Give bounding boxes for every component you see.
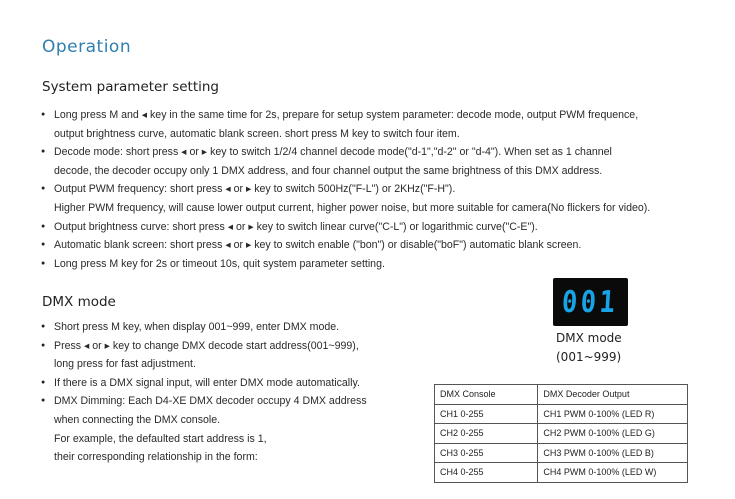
list-item-text: their corresponding relationship in the form: [54, 451, 258, 464]
list-item [40, 255, 680, 274]
table-cell: CH1 PWM 0-100% (LED R) [538, 404, 688, 424]
list-item [40, 106, 680, 143]
dmx-channel-table [434, 384, 688, 483]
table-row [435, 404, 688, 424]
display-caption [556, 329, 676, 367]
list-item-text: decode, the decoder occupy only 1 DMX address, and four channel output the same brightness of this DMX address. [54, 164, 603, 177]
list-item-text: ● Output PWM frequency: short press ◂ or ▸ key to switch 500Hz("F-L") or 2KHz("F-H"). [54, 183, 456, 196]
led-display [553, 278, 628, 326]
list-item-text: ● Short press M key, when display 001~999, enter DMX mode. [54, 321, 340, 333]
table-row [435, 424, 688, 444]
led-display-digits: 001 [561, 284, 620, 320]
list-item-text: ● Press ◂ or ▸ key to change DMX decode start address(001~999), [54, 339, 359, 352]
table-cell: CH2 0-255 [435, 424, 538, 444]
table-cell: CH4 0-255 [435, 463, 538, 483]
column-header: DMX Decoder Output [538, 385, 688, 405]
list-item [40, 143, 680, 180]
table-row [435, 443, 688, 463]
list-item-text: long press for fast adjustment. [54, 358, 196, 371]
system-parameter-list [40, 106, 680, 273]
list-item-text: ● Long press M key for 2s or timeout 10s, quit system parameter setting. [54, 257, 385, 270]
column-header: DMX Console [435, 385, 538, 405]
list-item [40, 337, 420, 374]
table-header-row [435, 385, 688, 405]
list-item-text: ● Output brightness curve: short press ◂ or ▸ key to switch linear curve("C-L") or logarithmic curve("C-E"). [54, 220, 538, 233]
list-item [40, 218, 680, 237]
page-title: Operation [42, 37, 132, 57]
list-item [40, 236, 680, 255]
table-cell: CH2 PWM 0-100% (LED G) [538, 424, 688, 444]
list-item [40, 392, 420, 466]
list-item-text: ● Long press M and ◂ key in the same time for 2s, prepare for setup system parameter: decode mode, output PWM frequence, [54, 109, 639, 121]
table-row [435, 463, 688, 483]
table-cell: CH1 0-255 [435, 404, 538, 424]
list-item-text: ● If there is a DMX signal input, will enter DMX mode automatically. [54, 376, 360, 389]
list-item [40, 374, 420, 393]
list-item [40, 318, 420, 337]
system-parameter-heading: System parameter setting [42, 79, 219, 95]
list-item-text: output brightness curve, automatic blank screen. short press M key to switch four item. [54, 127, 460, 140]
list-item-text: Higher PWM frequency, will cause lower output current, higher power noise, but more suitable for camera(No flickers for video). [54, 201, 651, 214]
dmx-mode-heading: DMX mode [42, 294, 116, 310]
display-caption-mode: DMX mode [556, 331, 622, 345]
list-item [40, 180, 680, 217]
dmx-mode-list [40, 318, 420, 467]
list-item-text: ● DMX Dimming: Each D4-XE DMX decoder occupy 4 DMX address [54, 395, 367, 408]
list-item-text: For example, the defaulted start address is 1, [54, 432, 267, 445]
table-cell: CH4 PWM 0-100% (LED W) [538, 463, 688, 483]
list-item-text: ● Decode mode: short press ◂ or ▸ key to switch 1/2/4 channel decode mode("d-1","d-2" or "d-4"). When set as 1 channel [54, 146, 612, 159]
list-item-text: when connecting the DMX console. [54, 413, 221, 426]
list-item-text: ● Automatic blank screen: short press ◂ or ▸ key to switch enable ("bon") or disable("boF") automatic blank screen. [54, 239, 582, 252]
table-cell: CH3 0-255 [435, 443, 538, 463]
display-caption-range: (001~999) [556, 350, 622, 364]
table-cell: CH3 PWM 0-100% (LED B) [538, 443, 688, 463]
cropped-text-line [40, 492, 270, 499]
